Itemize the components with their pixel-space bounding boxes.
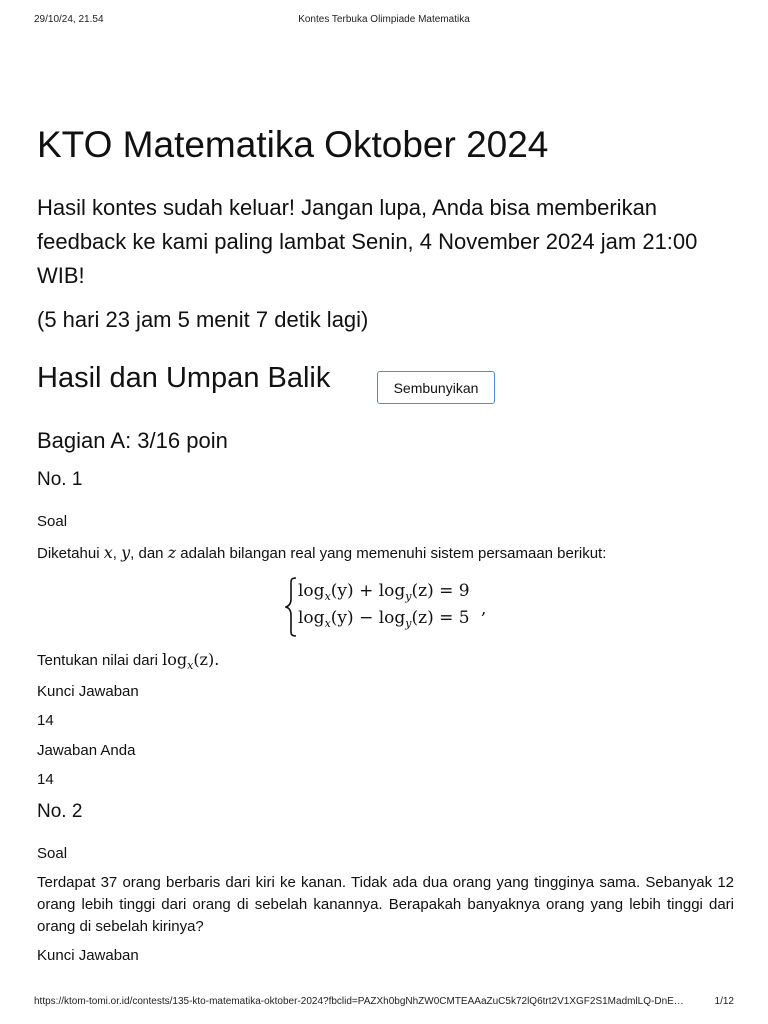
page-title: KTO Matematika Oktober 2024 [37,124,549,165]
print-document-title: Kontes Terbuka Olimpiade Matematika [298,14,470,25]
print-footer-url: https://ktom-tomi.or.id/contests/135-kto-matematika-oktober-2024?fbclid=PAZXh0bgNhZW0CMTEAAaZuC5k72lQ6trt2V1XGF2S1MadmlLQ-DnE… [34,996,684,1007]
print-footer [34,996,734,1012]
print-header [34,14,734,30]
page-indicator: 1/12 [714,996,734,1007]
question-2-key-label: Kunci Jawaban [37,947,139,964]
question-1-ask: Tentukan nilai dari $\log_x(z)$. [37,650,220,672]
question-1-statement: Diketahui x, y, dan z adalah bilangan real yang memenuhi sistem persamaan berikut: [37,543,607,562]
question-1-number: No. 1 [37,469,83,490]
print-timestamp: 29/10/24, 21.54 [34,14,104,25]
question-1-your-answer: 14 [37,771,54,788]
equation-line-2: $\log_x(y) - \log_y(z) = 5$ [298,608,470,630]
announcement-text: Hasil kontes sudah keluar! Jangan lupa, Anda bisa memberikan feedback ke kami paling lambat Senin, 4 November 2024 jam 21:00 WIB! [37,195,698,288]
question-2-statement: Terdapat 37 orang berbaris dari kiri ke kanan. Tidak ada dua orang yang tingginya sama. Sebanyak 12 orang lebih tinggi dari orang di sebelah kanannya. Berapakah banyaknya orang yang lebih tinggi dari orang di sebelah kirinya? [37,874,734,935]
question-2-soal-label: Soal [37,845,68,862]
math-var-y: y [121,543,131,562]
question-1-key-answer: 14 [37,712,54,729]
math-var-x: x [103,543,113,562]
part-score-title: Bagian A: 3/16 poin [37,428,228,453]
math-var-z: z [167,543,177,562]
question-2-number: No. 2 [37,801,83,822]
equations-comma: , [481,599,487,619]
countdown-text: (5 hari 23 jam 5 menit 7 detik lagi) [37,307,369,332]
question-1-your-label: Jawaban Anda [37,742,136,759]
hide-results-button[interactable]: Sembunyikan [377,371,495,404]
equation-line-1: $\log_x(y) + \log_y(z) = 9$ [298,581,470,603]
question-1-soal-label: Soal [37,513,68,530]
question-1-key-label: Kunci Jawaban [37,683,139,700]
results-section-title: Hasil dan Umpan Balik [37,362,331,394]
left-brace-icon [285,577,297,637]
